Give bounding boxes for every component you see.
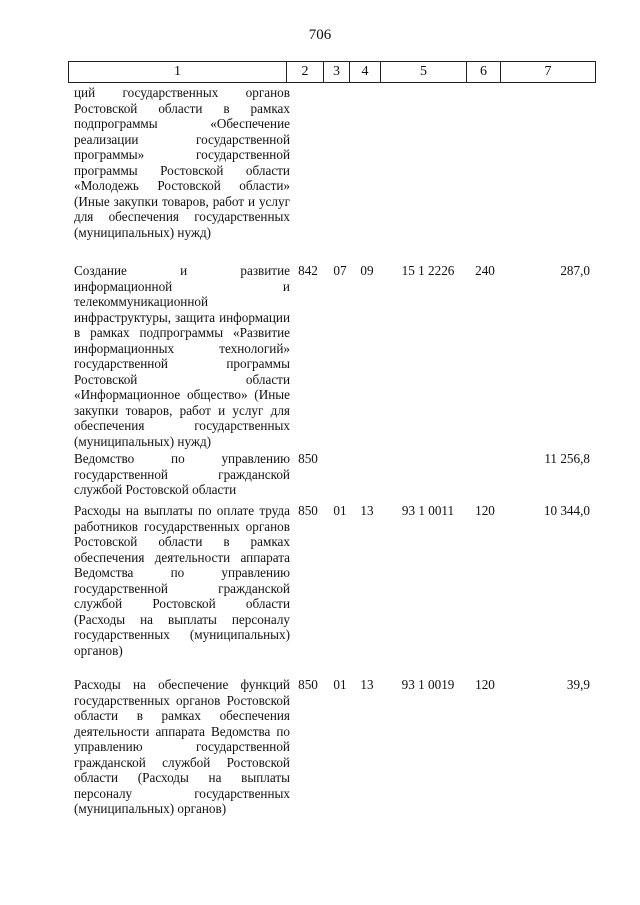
row-amount: 10 344,0 xyxy=(543,503,590,518)
row-amount: 39,9 xyxy=(566,677,590,692)
header-col-5: 5 xyxy=(381,62,467,82)
row-description: Ведомство по управлению государственной гражданской службой Ростовской области xyxy=(74,451,290,497)
row-expense-type: 120 xyxy=(475,677,495,692)
row-amount: 287,0 xyxy=(560,263,590,278)
row-target-article: 15 1 2226 xyxy=(401,263,455,278)
header-col-7: 7 xyxy=(544,64,552,79)
row-section: 01 xyxy=(333,503,347,518)
row-target-article: 93 1 0011 xyxy=(401,503,455,518)
row-description: Расходы на обеспечение функций государственных органов Ростовской области в рамках обеспечения деятельности аппарата Ведомства по управлению государственной гражданской службой Ростовской области (Расходы на выплаты персоналу государственных (муниципальных) органов) xyxy=(74,677,290,816)
page-number: 706 xyxy=(308,27,332,43)
table-header xyxy=(68,61,596,83)
row-description: ций государственных органов Ростовской области в рамках подпрограммы «Обеспечение реализации государственной программы» государственной программы Ростовской области «Молодежь Ростовской области» (Иные закупки товаров, работ и услуг для обеспечения государственных (муниципальных) нужд) xyxy=(74,85,290,240)
row-amount: 11 256,8 xyxy=(544,451,590,466)
row-target-article: 93 1 0019 xyxy=(401,677,455,692)
row-subsection: 13 xyxy=(360,503,374,518)
row-section: 01 xyxy=(333,677,347,692)
header-col-6: 6 xyxy=(467,62,501,82)
row-description: Расходы на выплаты по оплате труда работников государственных органов Ростовской области в рамках обеспечения деятельности аппарата Ведомства по управлению государственной гражданской службой Ростовской области (Расходы на выплаты персоналу государственных (муниципальных) органов) xyxy=(74,503,290,658)
header-col-4: 4 xyxy=(350,62,381,82)
header-col-2: 2 xyxy=(287,62,324,82)
row-subsection: 13 xyxy=(360,677,374,692)
header-col-1: 1 xyxy=(69,62,287,82)
row-description: Создание и развитие информационной и телекоммуникационной инфраструктуры, защита информации в рамках подпрограммы «Развитие информационных технологий» государственной программы Ростовской области «Информационное общество» (Иные закупки товаров, работ и услуг для обеспечения государственных (муниципальных) нужд) xyxy=(74,263,290,449)
row-code-ministry: 850 xyxy=(298,677,318,692)
row-subsection: 09 xyxy=(360,263,374,278)
row-section: 07 xyxy=(333,263,347,278)
row-expense-type: 240 xyxy=(475,263,495,278)
row-expense-type: 120 xyxy=(475,503,495,518)
row-code-ministry: 850 xyxy=(298,503,318,518)
header-col-3: 3 xyxy=(324,62,350,82)
row-code-ministry: 850 xyxy=(298,451,318,466)
row-code-ministry: 842 xyxy=(298,263,318,278)
